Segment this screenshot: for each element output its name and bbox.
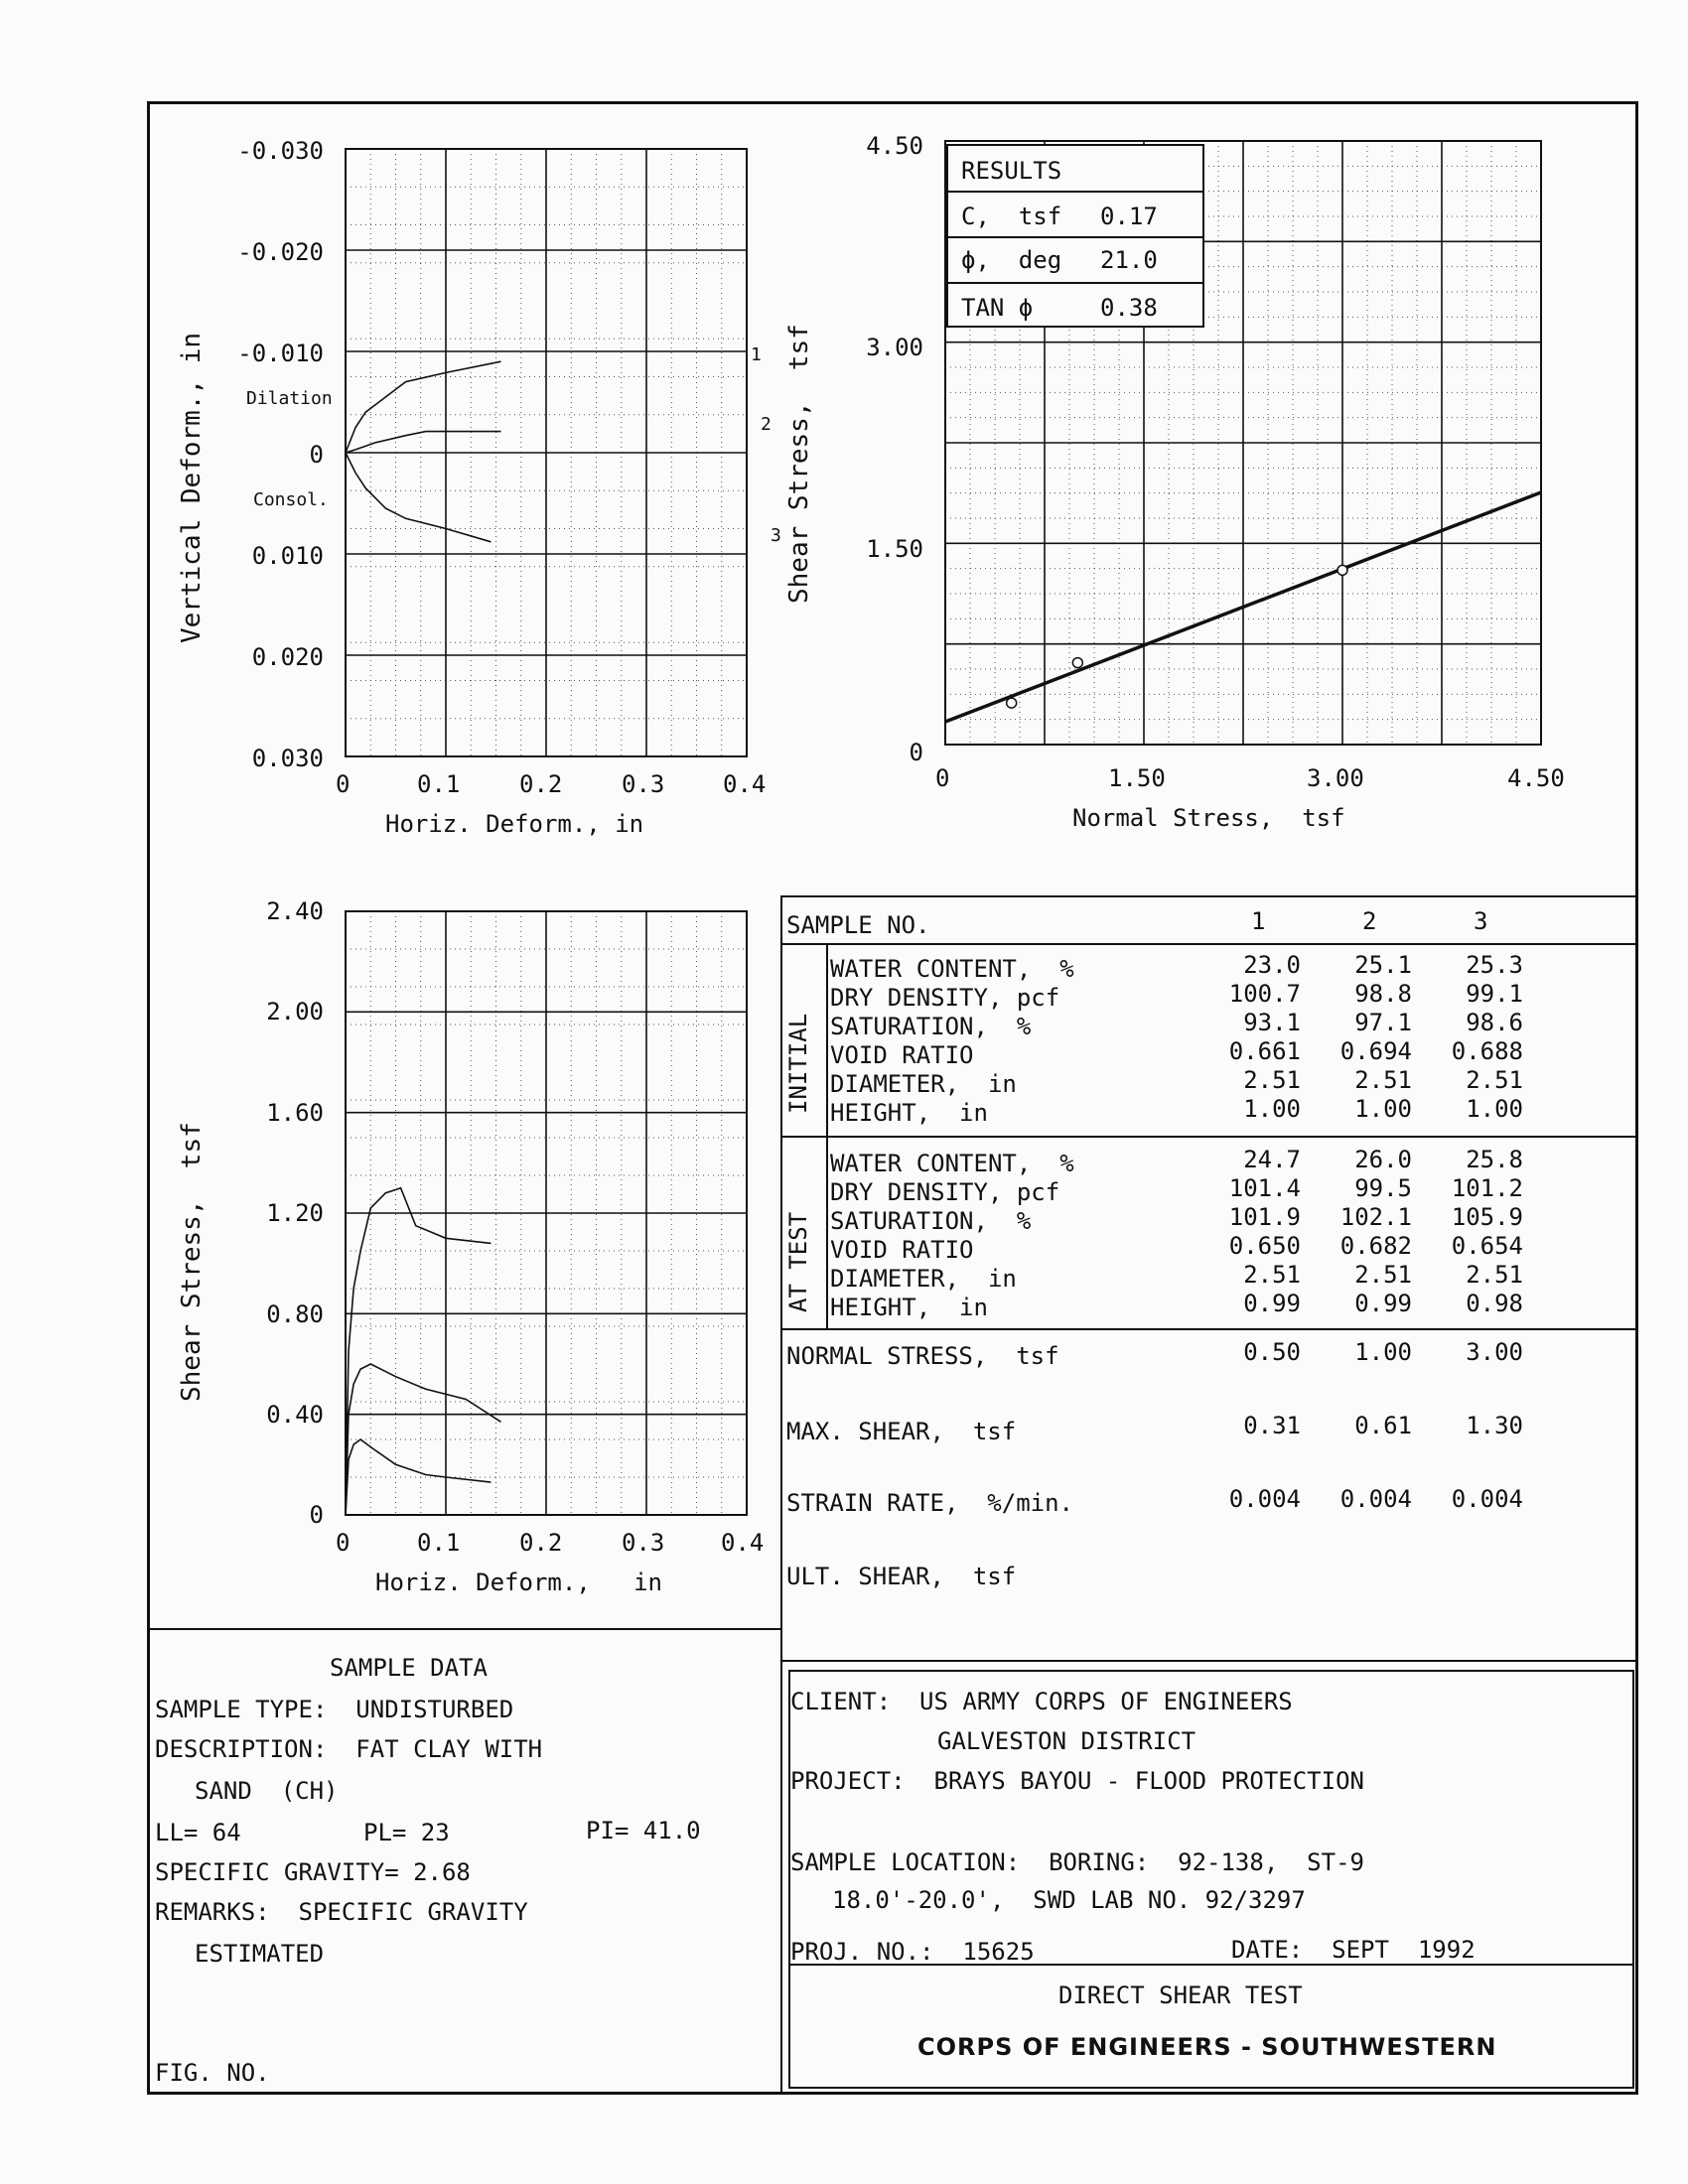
c1-ytick-1: -0.020 [237,238,324,266]
client-line-2: GALVESTON DISTRICT [937,1727,1196,1755]
table-cell: 0.99 [1354,1290,1412,1317]
table-cell: 0.650 [1228,1232,1301,1260]
c1-xtick-1: 0.1 [417,770,461,798]
results-c-label: C, tsf [961,203,1062,230]
table-cell: 2.51 [1466,1261,1523,1289]
table-cell: 93.1 [1243,1009,1301,1036]
c3-ytick-4: 1.60 [266,1099,324,1127]
c3-ytick-2: 0.80 [266,1300,324,1328]
specific-gravity: SPECIFIC GRAVITY= 2.68 [155,1858,471,1886]
normal-stress-1: 0.50 [1243,1338,1301,1366]
table-cell: 105.9 [1451,1203,1523,1231]
c1-ytick-4: 0.010 [251,542,324,570]
c3-ytick-0: 0 [309,1501,324,1529]
results-phi-value: 21.0 [1100,246,1158,274]
center-divider [780,895,782,2095]
strain-rate-1: 0.004 [1228,1485,1301,1513]
c2-point-1 [1007,698,1017,708]
c1-xtick-4: 0.4 [723,770,767,798]
c2-xtick-3: 4.50 [1507,764,1565,792]
table-cell: 2.51 [1354,1066,1412,1094]
c2-ytick-3: 4.50 [866,132,923,160]
project-box [788,1670,1634,2089]
table-cell: 102.1 [1339,1203,1412,1231]
table-cell: 1.00 [1466,1095,1523,1123]
results-divider [946,282,1204,284]
remarks-line-1: REMARKS: SPECIFIC GRAVITY [155,1898,528,1926]
c2-xlabel: Normal Stress, tsf [1072,804,1345,832]
table-cell: 99.1 [1466,980,1523,1008]
table-cell: 1.00 [1243,1095,1301,1123]
sample-no-1: 1 [1251,907,1266,935]
table-cell: 100.7 [1228,980,1301,1008]
table-row-label: SATURATION, % [830,1207,1032,1235]
c3-xtick-1: 0.1 [417,1529,461,1557]
location-line-2: 18.0'-20.0', SWD LAB NO. 92/3297 [832,1886,1306,1914]
test-title: DIRECT SHEAR TEST [1058,1981,1303,2009]
initial-line [780,1136,1638,1138]
c1-ytick-2: -0.010 [237,340,324,367]
c3-ytick-1: 0.40 [266,1401,324,1429]
sample-no-line [780,943,1638,945]
client-line-1: CLIENT: US ARMY CORPS OF ENGINEERS [790,1688,1293,1715]
table-row-label: WATER CONTENT, % [830,1150,1074,1177]
table-cell: 2.51 [1243,1261,1301,1289]
c1-ytick-6: 0.030 [251,745,324,772]
table-cell: 101.4 [1228,1174,1301,1202]
c3-xlabel: Horiz. Deform., in [375,1569,662,1596]
max-shear-3: 1.30 [1466,1412,1523,1439]
c1-series-2 [346,432,501,453]
c2-ytick-1: 1.50 [866,535,923,563]
c2-ylabel: Shear Stress, tsf [784,324,814,604]
normal-stress-label: NORMAL STRESS, tsf [786,1342,1059,1370]
c1-xlabel: Horiz. Deform., in [385,810,644,838]
c1-series-1 [346,361,501,453]
table-row-label: DRY DENSITY, pcf [830,1178,1060,1206]
table-cell: 25.8 [1466,1146,1523,1173]
c1-ytick-3: 0 [309,441,324,469]
table-cell: 0.688 [1451,1037,1523,1065]
c1-ytick-5: 0.020 [251,643,324,671]
c1-consol-label: Consol. [253,489,329,510]
sample-no-3: 3 [1474,907,1488,935]
table-row-label: DIAMETER, in [830,1070,1017,1098]
sample-data-top-line [147,1628,780,1630]
c2-point-2 [1072,658,1082,668]
c3-ytick-3: 1.20 [266,1199,324,1227]
project-number: PROJ. NO.: 15625 [790,1938,1035,1966]
table-cell: 98.6 [1466,1009,1523,1036]
table-cell: 25.1 [1354,951,1412,979]
table-row-label: HEIGHT, in [830,1294,988,1321]
c3-ytick-5: 2.00 [266,998,324,1025]
table-cell: 26.0 [1354,1146,1412,1173]
strain-rate-label: STRAIN RATE, %/min. [786,1489,1073,1517]
table-row-label: DRY DENSITY, pcf [830,984,1060,1012]
c3-xtick-4: 0.4 [721,1529,765,1557]
table-cell: 0.98 [1466,1290,1523,1317]
strain-rate-2: 0.004 [1339,1485,1412,1513]
table-cell: 101.2 [1451,1174,1523,1202]
c3-series-2 [346,1364,501,1515]
results-title: RESULTS [961,157,1062,185]
project-date: DATE: SEPT 1992 [1231,1936,1476,1964]
c1-xtick-2: 0.2 [519,770,563,798]
table-row-label: VOID RATIO [830,1041,974,1069]
c2-ytick-2: 3.00 [866,334,923,361]
c3-series-1 [346,1439,491,1515]
table-cell: 24.7 [1243,1146,1301,1173]
c2-xtick-1: 1.50 [1108,764,1166,792]
c2-xtick-2: 3.00 [1307,764,1364,792]
table-cell: 2.51 [1466,1066,1523,1094]
table-cell: 0.661 [1228,1037,1301,1065]
table-cell: 97.1 [1354,1009,1412,1036]
max-shear-2: 0.61 [1354,1412,1412,1439]
c3-series-3 [346,1188,491,1515]
max-shear-label: MAX. SHEAR, tsf [786,1418,1017,1445]
table-cell: 23.0 [1243,951,1301,979]
table-cell: 0.99 [1243,1290,1301,1317]
table-cell: 0.654 [1451,1232,1523,1260]
c3-xtick-3: 0.3 [622,1529,665,1557]
c1-curve-label-1: 1 [751,344,762,365]
table-cell: 98.8 [1354,980,1412,1008]
c1-ylabel: Vertical Deform., in [177,332,207,643]
results-phi-label: ϕ, deg [961,246,1062,274]
description-line-1: DESCRIPTION: FAT CLAY WITH [155,1735,543,1763]
ult-shear-label: ULT. SHEAR, tsf [786,1563,1017,1590]
results-tanphi-value: 0.38 [1100,294,1158,322]
initial-group-label: INITIAL [784,1013,812,1114]
location-line-1: SAMPLE LOCATION: BORING: 92-138, ST-9 [790,1848,1364,1876]
c1-xtick-0: 0 [336,770,351,798]
sample-no-label: SAMPLE NO. [786,911,930,939]
sample-data-heading: SAMPLE DATA [330,1654,488,1682]
c3-xtick-0: 0 [336,1529,351,1557]
c1-dilation-label: Dilation [246,388,333,409]
fig-no: FIG. NO. [155,2059,270,2087]
results-tanphi-label: TAN ϕ [961,294,1034,322]
remarks-line-2: ESTIMATED [195,1940,325,1968]
c3-ytick-6: 2.40 [266,897,324,925]
c1-xtick-3: 0.3 [622,770,665,798]
results-c-value: 0.17 [1100,203,1158,230]
table-cell: 1.00 [1354,1095,1412,1123]
strain-rate-3: 0.004 [1451,1485,1523,1513]
table-row-label: WATER CONTENT, % [830,955,1074,983]
results-divider [946,191,1204,193]
results-divider [946,236,1204,238]
c3-ylabel: Shear Stress, tsf [177,1122,207,1402]
normal-stress-2: 1.00 [1354,1338,1412,1366]
group-label-divider [826,943,828,1328]
c1-series-3 [346,453,491,542]
c1-ytick-0: -0.030 [237,137,324,165]
organization: CORPS OF ENGINEERS - SOUTHWESTERN [917,2033,1497,2061]
plasticity-index: PI= 41.0 [586,1817,701,1844]
c2-ytick-0: 0 [909,739,923,766]
attest-group-label: AT TEST [784,1211,812,1312]
sample-type: SAMPLE TYPE: UNDISTURBED [155,1696,514,1723]
liquid-limit: LL= 64 [155,1819,241,1846]
table-cell: 2.51 [1354,1261,1412,1289]
table-cell: 25.3 [1466,951,1523,979]
table-row-label: HEIGHT, in [830,1099,988,1127]
c1-curve-label-3: 3 [771,525,781,546]
c2-xtick-0: 0 [935,764,950,792]
max-shear-1: 0.31 [1243,1412,1301,1439]
normal-stress-3: 3.00 [1466,1338,1523,1366]
sample-no-2: 2 [1362,907,1377,935]
attest-line [780,1328,1638,1330]
table-cell: 0.694 [1339,1037,1412,1065]
table-cell: 99.5 [1354,1174,1412,1202]
table-top-line [780,895,1638,897]
c2-point-3 [1337,565,1347,575]
table-cell: 101.9 [1228,1203,1301,1231]
table-row-label: SATURATION, % [830,1013,1032,1040]
c1-curve-label-2: 2 [761,414,772,435]
table-bottom-line [780,1660,1638,1662]
table-cell: 2.51 [1243,1066,1301,1094]
c3-xtick-2: 0.2 [519,1529,563,1557]
plastic-limit: PL= 23 [363,1819,450,1846]
project-line: PROJECT: BRAYS BAYOU - FLOOD PROTECTION [790,1767,1364,1795]
table-row-label: DIAMETER, in [830,1265,1017,1293]
table-cell: 0.682 [1339,1232,1412,1260]
table-row-label: VOID RATIO [830,1236,974,1264]
description-line-2: SAND (CH) [195,1777,339,1805]
